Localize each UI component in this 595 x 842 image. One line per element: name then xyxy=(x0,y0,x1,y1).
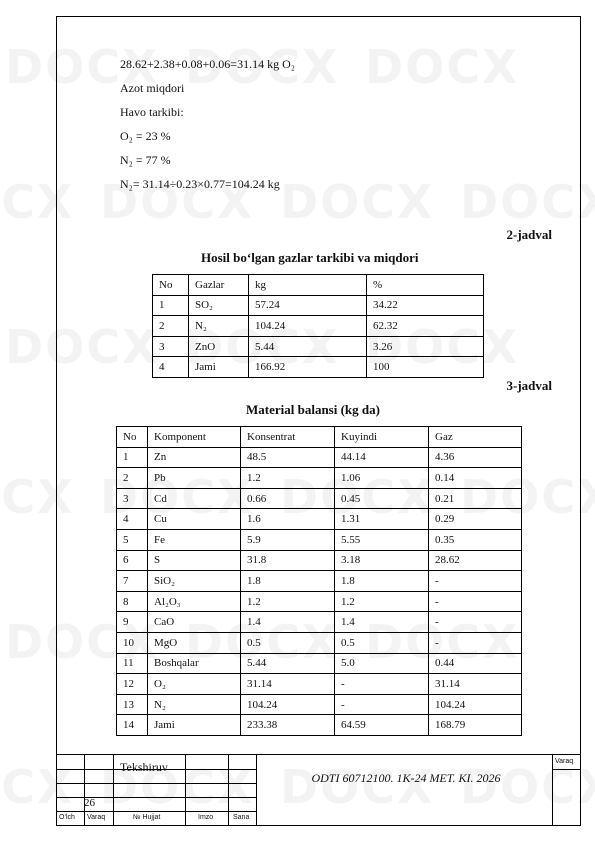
table-cell: 13 xyxy=(117,694,148,715)
table-cell: 62.32 xyxy=(367,316,484,337)
table-cell: 0.29 xyxy=(429,509,522,530)
gas-composition-table xyxy=(152,274,484,378)
table-cell: 3.18 xyxy=(335,550,429,571)
table-cell: 1.31 xyxy=(335,509,429,530)
table-cell: 1.8 xyxy=(241,571,335,592)
table-cell: 0.21 xyxy=(429,488,522,509)
table-cell: 1 xyxy=(117,447,148,468)
table-cell: 166.92 xyxy=(249,357,367,378)
table-cell: SO₂ xyxy=(189,295,249,316)
table-row xyxy=(117,447,522,468)
table-cell: - xyxy=(335,694,429,715)
table-cell: 11 xyxy=(117,653,148,674)
table-cell: S xyxy=(148,550,241,571)
table-cell: 5 xyxy=(117,529,148,550)
table-cell: N₂ xyxy=(148,694,241,715)
table-cell: 31.8 xyxy=(241,550,335,571)
table-cell: 100 xyxy=(367,357,484,378)
table-cell: 1.2 xyxy=(335,591,429,612)
table-cell: 5.9 xyxy=(241,529,335,550)
table-row xyxy=(117,694,522,715)
table-cell: - xyxy=(429,632,522,653)
table-cell: 1 xyxy=(153,295,189,316)
table-cell: 233.38 xyxy=(241,715,335,736)
table-row xyxy=(153,295,484,316)
table-row xyxy=(117,529,522,550)
table-cell: 31.14 xyxy=(241,674,335,695)
table-cell: 104.24 xyxy=(249,316,367,337)
table-row xyxy=(153,336,484,357)
table-cell: 57.24 xyxy=(249,295,367,316)
calc-line: N₂ = 77 % xyxy=(120,153,171,167)
document-code: ODTI 60712100. 1K-24 MET. KI. 2026 xyxy=(311,771,501,785)
table-cell: 12 xyxy=(117,674,148,695)
table-cell: - xyxy=(429,612,522,633)
header-cell: Gazlar xyxy=(189,275,249,296)
table-cell: 0.5 xyxy=(335,632,429,653)
label-varaq: Varaq xyxy=(87,814,106,821)
table-title: Material balansi (kg da) xyxy=(246,402,380,417)
table-cell: Jami xyxy=(189,357,249,378)
table-row xyxy=(117,550,522,571)
table-row xyxy=(117,674,522,695)
table-cell: - xyxy=(429,591,522,612)
header-cell: Konsentrat xyxy=(241,427,335,448)
table-cell: 44.14 xyxy=(335,447,429,468)
table-cell: 5.0 xyxy=(335,653,429,674)
table-title: Hosil bo‘lgan gazlar tarkibi va miqdori xyxy=(201,250,419,265)
table-cell: 0.44 xyxy=(429,653,522,674)
table-cell: 1.2 xyxy=(241,468,335,489)
table-cell: 10 xyxy=(117,632,148,653)
table-cell: 4 xyxy=(117,509,148,530)
header-cell: No xyxy=(117,427,148,448)
table-row xyxy=(153,316,484,337)
page-number: 26 xyxy=(84,797,95,809)
table-cell: 0.66 xyxy=(241,488,335,509)
calc-line: 28.62+2.38+0.08+0.06=31.14 kg O₂ xyxy=(120,57,295,71)
table-cell: ZnO xyxy=(189,336,249,357)
table-cell: 1.06 xyxy=(335,468,429,489)
table-cell: 104.24 xyxy=(241,694,335,715)
table-cell: - xyxy=(335,674,429,695)
table-cell: Boshqalar xyxy=(148,653,241,674)
label-sana: Sana xyxy=(233,814,250,821)
table-cell: - xyxy=(429,571,522,592)
header-cell: No xyxy=(153,275,189,296)
table-cell: 1.8 xyxy=(335,571,429,592)
table-cell: 3.26 xyxy=(367,336,484,357)
label-hujjat: № Hujjat xyxy=(133,814,161,821)
table-row xyxy=(117,571,522,592)
table-row xyxy=(117,509,522,530)
calc-line: O₂ = 23 % xyxy=(120,129,171,143)
table-row xyxy=(117,591,522,612)
table-cell: 5.44 xyxy=(249,336,367,357)
label-olch: O‘lch xyxy=(59,814,75,821)
table-cell: 28.62 xyxy=(429,550,522,571)
table-row xyxy=(117,468,522,489)
table-cell: 0.5 xyxy=(241,632,335,653)
table-cell: Fe xyxy=(148,529,241,550)
table-cell: MgO xyxy=(148,632,241,653)
label-varaq-right: Varaq xyxy=(555,758,574,765)
table-cell: Cd xyxy=(148,488,241,509)
table-cell: 5.55 xyxy=(335,529,429,550)
table-number: 2-jadval xyxy=(506,227,552,242)
table-cell: 0.45 xyxy=(335,488,429,509)
table-number: 3-jadval xyxy=(506,378,552,393)
table-cell: 8 xyxy=(117,591,148,612)
table-cell: 5.44 xyxy=(241,653,335,674)
table-row xyxy=(117,653,522,674)
table-cell: 9 xyxy=(117,612,148,633)
table-cell: 3 xyxy=(117,488,148,509)
table-row xyxy=(117,632,522,653)
footer-note: Tekshiruv xyxy=(120,760,168,774)
table-cell: 168.79 xyxy=(429,715,522,736)
table-cell: O₂ xyxy=(148,674,241,695)
table-header-row xyxy=(117,427,522,448)
table-cell: 0.14 xyxy=(429,468,522,489)
table-cell: Al₂O₃ xyxy=(148,591,241,612)
header-cell: % xyxy=(367,275,484,296)
table-cell: 2 xyxy=(153,316,189,337)
table-cell: 7 xyxy=(117,571,148,592)
table-cell: Jami xyxy=(148,715,241,736)
title-block xyxy=(56,754,581,826)
header-cell: Gaz xyxy=(429,427,522,448)
table-cell: 1.2 xyxy=(241,591,335,612)
material-balance-table xyxy=(116,426,522,736)
table-cell: 1.6 xyxy=(241,509,335,530)
table-row xyxy=(117,488,522,509)
table-cell: 4.36 xyxy=(429,447,522,468)
table-cell: 2 xyxy=(117,468,148,489)
table-cell: 64.59 xyxy=(335,715,429,736)
table-cell: 34.22 xyxy=(367,295,484,316)
table-cell: 14 xyxy=(117,715,148,736)
table-cell: SiO₂ xyxy=(148,571,241,592)
table-cell: 6 xyxy=(117,550,148,571)
calc-line: N₂= 31.14÷0.23×0.77=104.24 kg xyxy=(120,177,280,191)
table-cell: 104.24 xyxy=(429,694,522,715)
table-cell: 4 xyxy=(153,357,189,378)
table-cell: Cu xyxy=(148,509,241,530)
table-cell: 1.4 xyxy=(335,612,429,633)
label-imzo: Imzo xyxy=(198,814,214,821)
section-label: Azot miqdori xyxy=(120,81,185,95)
table-row xyxy=(117,715,522,736)
table-cell: Pb xyxy=(148,468,241,489)
table-cell: 0.35 xyxy=(429,529,522,550)
section-label: Havo tarkibi: xyxy=(120,105,184,119)
table-cell: CaO xyxy=(148,612,241,633)
table-row xyxy=(117,612,522,633)
table-cell: 31.14 xyxy=(429,674,522,695)
header-cell: kg xyxy=(249,275,367,296)
table-cell: 3 xyxy=(153,336,189,357)
header-cell: Komponent xyxy=(148,427,241,448)
table-cell: Zn xyxy=(148,447,241,468)
table-row xyxy=(153,357,484,378)
table-cell: 1.4 xyxy=(241,612,335,633)
header-cell: Kuyindi xyxy=(335,427,429,448)
table-cell: N₂ xyxy=(189,316,249,337)
table-header-row xyxy=(153,275,484,296)
table-cell: 48.5 xyxy=(241,447,335,468)
